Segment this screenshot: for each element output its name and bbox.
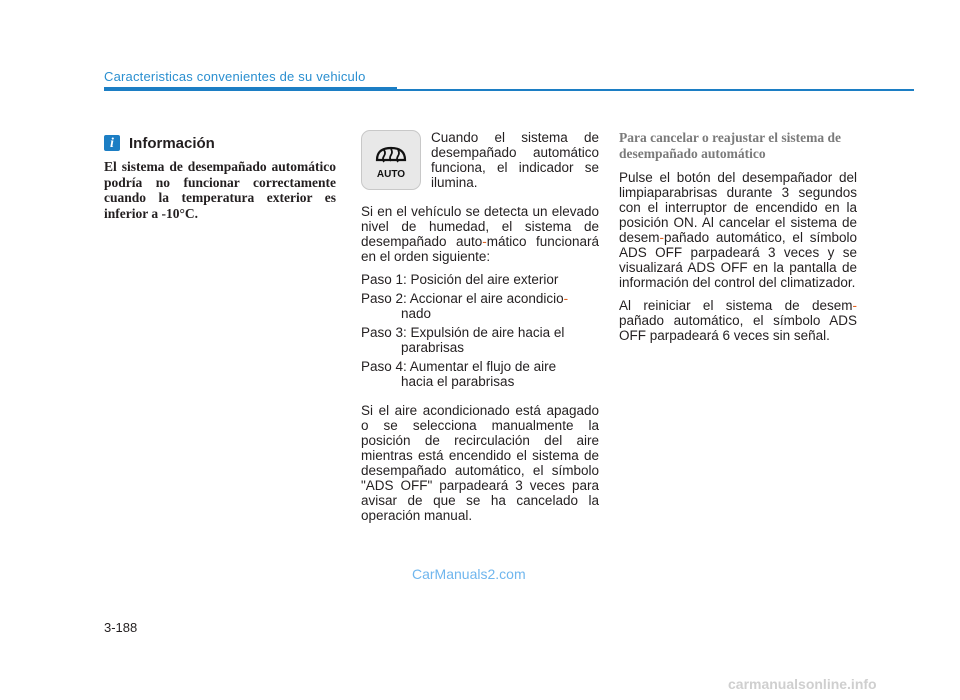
- cancel-text-a: Pulse el botón del desempañador del limpiaparabrisas durante 3 segundos con el interruptor de encendido en la posición ON. Al cancelar el sistema de desem: [619, 170, 857, 245]
- reset-text-b: pañado automático, el símbolo ADS OFF parpadeará 6 veces sin señal.: [619, 313, 857, 343]
- info-heading: [104, 135, 336, 151]
- indicator-block: [361, 130, 599, 190]
- step-label: Paso 1:: [361, 272, 407, 287]
- info-title: Información: [129, 134, 215, 152]
- info-body: El sistema de desempañado automático podría no funcionar correctamente cuando la temperatura exterior es inferior a -10°C.: [104, 159, 336, 221]
- hyphen-mark: -: [482, 234, 487, 249]
- page-number: 3-188: [104, 620, 138, 635]
- auto-defog-icon-graphic: [369, 140, 413, 180]
- step-text-cont: nado: [401, 306, 432, 321]
- auto-defog-icon: [361, 130, 421, 190]
- step-item: [361, 291, 599, 321]
- step-text-cont: parabrisas: [401, 340, 465, 355]
- humidity-text-a: Si en el vehículo se detecta un elevado nivel de humedad, el sistema de desempañado auto: [361, 204, 599, 249]
- humidity-text-b: mático funcionará en el orden siguiente:: [361, 234, 599, 264]
- hyphen-mark: -: [852, 298, 857, 313]
- step-text: Accionar el aire acondicio: [409, 291, 564, 306]
- step-label: Paso 3:: [361, 325, 407, 340]
- step-label: Paso 2:: [361, 291, 407, 306]
- reset-paragraph: [619, 298, 857, 343]
- manual-operation-paragraph: Si el aire acondicionado está apagado o se selecciona manualmente la posición de recirculación del aire mientras está encendido el sistema de desempañado automático, el símbolo "ADS OFF" parpadeará 3 veces para avisar de que se ha cancelado la operación manual.: [361, 403, 599, 523]
- hyphen-mark: -: [563, 291, 569, 306]
- hyphen-mark: -: [659, 230, 665, 245]
- step-text: Posición del aire exterior: [410, 272, 559, 287]
- footer-watermark: carmanualsonline.info: [728, 676, 877, 692]
- auto-icon-label: AUTO: [376, 169, 406, 180]
- step-text-cont: hacia el parabrisas: [401, 374, 515, 389]
- step-text: Aumentar el flujo de aire: [409, 359, 557, 374]
- step-item: [361, 272, 599, 287]
- info-icon: i: [104, 135, 120, 151]
- reset-text-a: Al reiniciar el sistema de desem: [619, 298, 853, 313]
- step-item: [361, 359, 599, 389]
- step-text: Expulsión de aire hacia el: [410, 325, 565, 340]
- watermark-link[interactable]: CarManuals2.com: [412, 566, 526, 582]
- middle-column: [361, 130, 599, 531]
- header-rule-thick: [104, 87, 397, 91]
- cancel-section-title: Para cancelar o reajustar el sistema de desempañado automático: [619, 130, 841, 161]
- cancel-text-b: pañado automático, el símbolo ADS OFF parpadeará 3 veces y se visualizará ADS OFF en la pantalla de información del control del climatizador.: [619, 230, 857, 290]
- step-item: [361, 325, 599, 355]
- step-label: Paso 4:: [361, 359, 407, 374]
- header-rule-thin: [397, 89, 914, 91]
- cancel-paragraph: [619, 170, 857, 290]
- right-column: [619, 130, 857, 351]
- info-column: [104, 135, 336, 221]
- section-header-title: Caracteristicas convenientes de su vehiculo: [104, 69, 366, 84]
- indicator-text: Cuando el sistema de desempañado automático funciona, el indicador se ilumina.: [431, 130, 599, 190]
- humidity-paragraph: [361, 204, 599, 264]
